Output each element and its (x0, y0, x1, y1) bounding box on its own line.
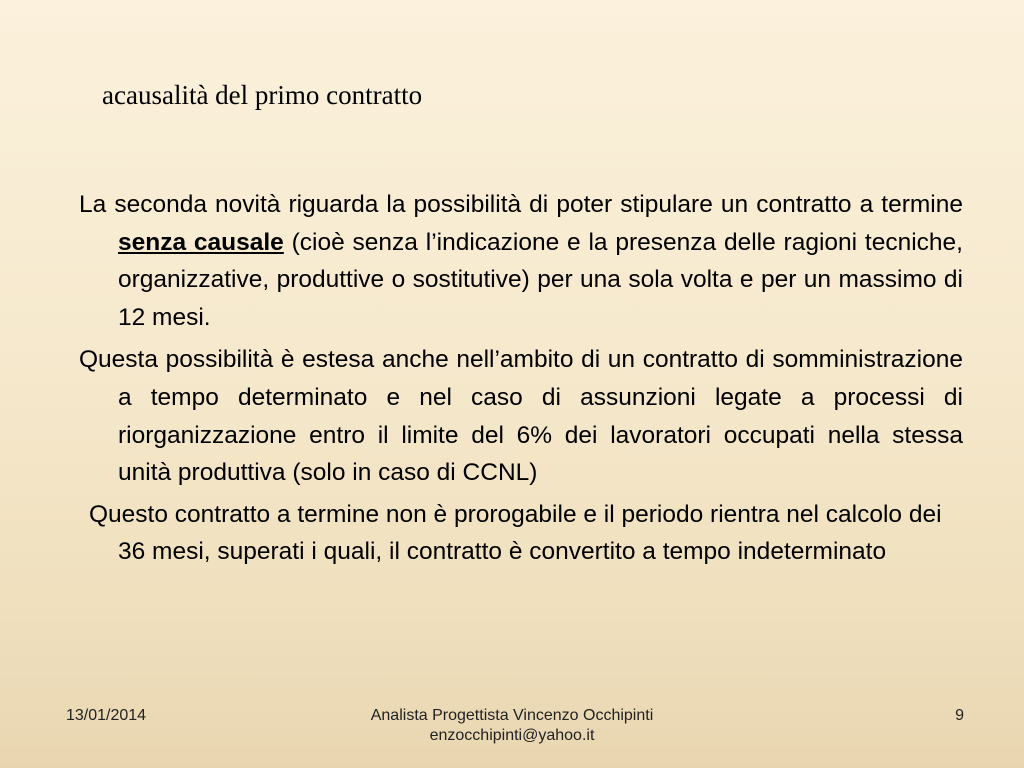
page-number: 9 (955, 707, 964, 724)
slide-body (79, 186, 963, 571)
footer-author-block (312, 706, 712, 746)
paragraph-1-text-after: (cioè senza l’indicazione e la presenza delle ragioni tecniche, organizzative, produttive o sostitutive) per una sola volta e per un massimo di 12 mesi. (118, 228, 963, 331)
paragraph-senza-causale (79, 186, 963, 336)
footer-email: enzocchipinti@yahoo.it (429, 727, 595, 744)
footer-author: Analista Progettista Vincenzo Occhipinti (370, 707, 654, 724)
paragraph-somministrazione: Questa possibilità è estesa anche nell’ambito di un contratto di somministrazione a tempo determinato e nel caso di assunzioni legate a processi di riorganizzazione entro il limite del 6% dei lavoratori occupati nella stessa unità produttiva (solo in caso di CCNL) (79, 346, 963, 487)
slide-title: acausalità del primo contratto (102, 80, 423, 110)
paragraph-non-prorogabile: Questo contratto a termine non è prorogabile e il periodo rientra nel calcolo dei 36 mesi, superati i quali, il contratto è convertito a tempo indeterminato (89, 500, 942, 566)
footer-date: 13/01/2014 (66, 707, 147, 724)
senza-causale-emphasis: senza causale (118, 228, 284, 256)
paragraph-1-text-before: La seconda novità riguarda la possibilità di poter stipulare un contratto a termine (79, 191, 963, 218)
